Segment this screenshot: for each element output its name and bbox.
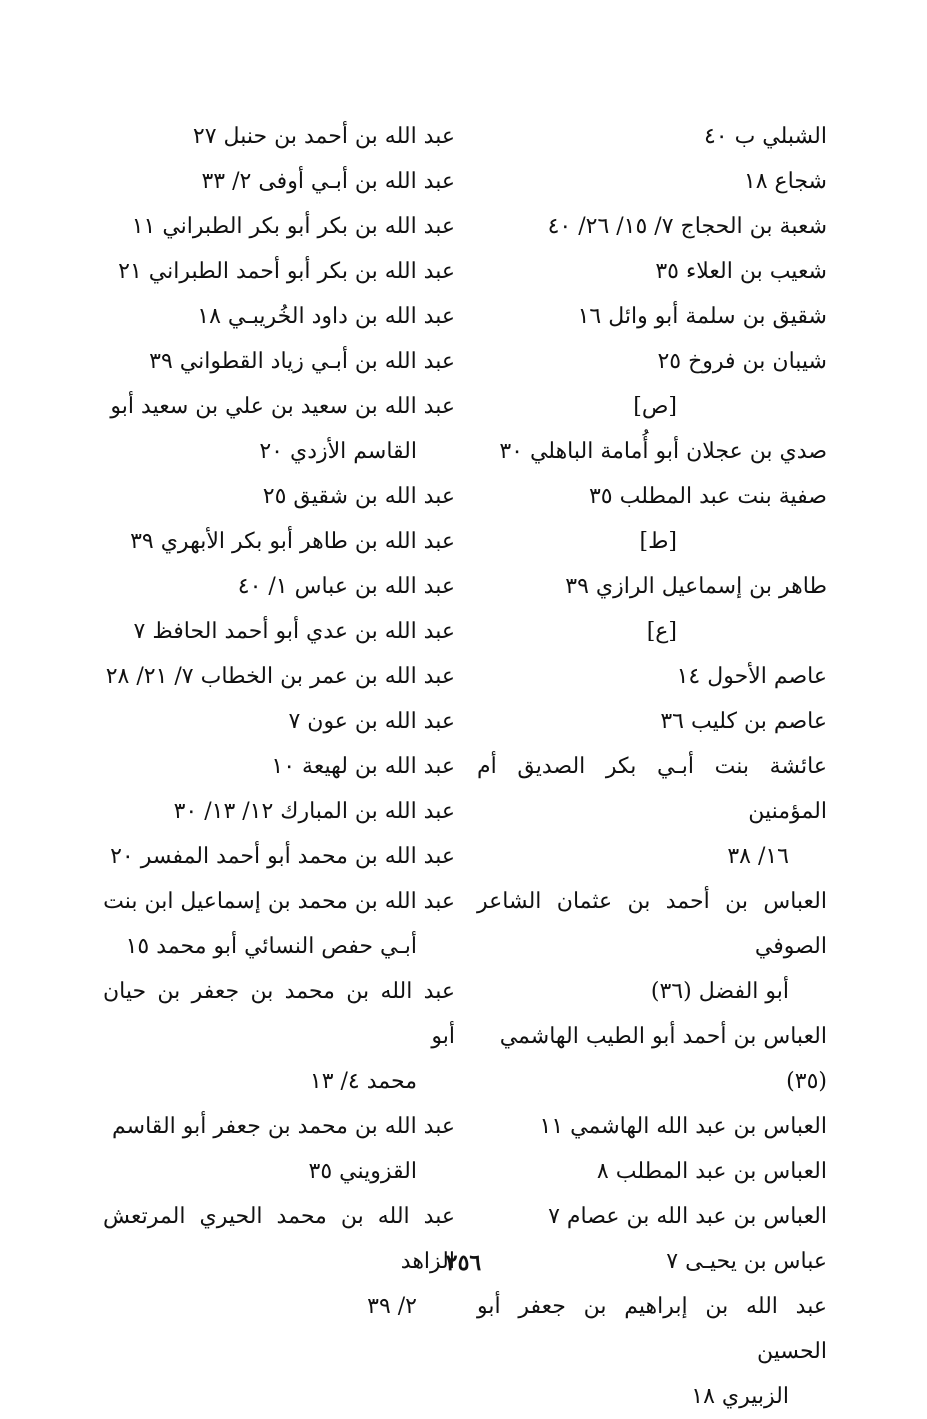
index-entry-text: العباس بن أحمد أبو الطيب الهاشمي (٣٥) xyxy=(499,1024,827,1094)
index-entry xyxy=(477,699,827,744)
index-entry-text: العباس بن عبد المطلب ٨ xyxy=(596,1159,827,1184)
index-entry-text: صدي بن عجلان أبو أُمامة الباهلي ٣٠ xyxy=(499,439,827,464)
index-entry-text: عبد الله بن شقيق ٢٥ xyxy=(262,484,455,509)
index-entry xyxy=(477,294,827,339)
index-entry-text: العباس بن عبد الله بن عصام ٧ xyxy=(548,1204,827,1229)
index-entry-continuation: القاسم الأزدي ٢٠ xyxy=(259,439,417,464)
index-entry xyxy=(477,654,827,699)
index-entry xyxy=(103,339,455,384)
index-entry-text: عبد الله بن محمد بن جعفر أبو القاسم xyxy=(112,1114,455,1139)
index-entry xyxy=(477,249,827,294)
index-entry xyxy=(103,384,455,474)
index-entry-text: عبد الله بن عون ٧ xyxy=(288,709,455,734)
section-letter-heading xyxy=(477,609,827,654)
index-entry xyxy=(477,1104,827,1149)
index-entry xyxy=(477,114,827,159)
index-column-left xyxy=(103,114,455,1329)
index-entry xyxy=(477,879,827,1014)
index-entry-text: عباس بن يحيـى ٧ xyxy=(666,1249,827,1274)
index-entry-text: عبد الله بن عدي أبو أحمد الحافظ ٧ xyxy=(133,619,455,644)
index-column-right xyxy=(477,114,827,1419)
index-entry-text: عبد الله بن عباس ١/ ٤٠ xyxy=(237,574,455,599)
index-entry-text: عبد الله بن أبـي زياد القطواني ٣٩ xyxy=(149,349,455,374)
index-entry xyxy=(477,474,827,519)
index-entry xyxy=(477,1014,827,1104)
index-entry-continuation: محمد ٤/ ١٣ xyxy=(309,1069,417,1094)
index-entry-text: [ص] xyxy=(633,394,677,419)
index-entry-text: شقيق بن سلمة أبو وائل ١٦ xyxy=(577,304,827,329)
index-entry-text: عبد الله بن لهيعة ١٠ xyxy=(271,754,455,779)
index-entry xyxy=(103,744,455,789)
index-entry xyxy=(477,744,827,879)
index-entry xyxy=(103,789,455,834)
index-entry-text: عائشة بنت أبـي بكر الصديق أم المؤمنين xyxy=(477,754,827,824)
index-entry xyxy=(477,204,827,249)
index-entry xyxy=(477,1149,827,1194)
index-entry-text: عبد الله بن أبـي أوفى ٢/ ٣٣ xyxy=(201,169,455,194)
index-entry xyxy=(103,519,455,564)
index-entry xyxy=(103,294,455,339)
index-entry-text: شعبة بن الحجاج ٧/ ١٥/ ٢٦/ ٤٠ xyxy=(547,214,827,239)
index-entry-text: عبد الله بن محمد الحيري المرتعش الزاهد xyxy=(103,1204,455,1274)
index-entry xyxy=(103,159,455,204)
index-entry xyxy=(477,159,827,204)
index-entry xyxy=(103,114,455,159)
index-entry-text: عبد الله بن محمد بن جعفر بن حيان أبو xyxy=(103,979,455,1049)
index-entry-text: عبد الله بن طاهر أبو بكر الأبهري ٣٩ xyxy=(130,529,455,554)
index-entry xyxy=(103,969,455,1104)
index-entry-text: عاصم الأحول ١٤ xyxy=(676,664,827,689)
index-entry-text: الشبلي ب ٤٠ xyxy=(703,124,827,149)
index-entry-continuation: أبـي حفص النسائي أبو محمد ١٥ xyxy=(125,934,417,959)
index-entry-continuation: ١٦/ ٣٨ xyxy=(727,844,789,869)
index-entry xyxy=(103,564,455,609)
index-entry xyxy=(477,564,827,609)
index-entry xyxy=(103,654,455,699)
index-entry xyxy=(103,609,455,654)
index-entry-text: شجاع ١٨ xyxy=(743,169,827,194)
index-entry-text: [ع] xyxy=(646,619,677,644)
index-entry-text: عبد الله بن سعيد بن علي بن سعيد أبو xyxy=(110,394,455,419)
index-entry-text: عبد الله بن محمد أبو أحمد المفسر ٢٠ xyxy=(110,844,455,869)
index-entry xyxy=(103,879,455,969)
index-entry xyxy=(477,429,827,474)
index-entry-text: شعيب بن العلاء ٣٥ xyxy=(655,259,827,284)
index-entry-text: عبد الله بن المبارك ١٢/ ١٣/ ٣٠ xyxy=(173,799,455,824)
index-entry xyxy=(103,249,455,294)
index-entry-continuation: الزبيري ١٨ xyxy=(691,1384,789,1409)
section-letter-heading xyxy=(477,519,827,564)
index-entry-text: العباس بن عبد الله الهاشمي ١١ xyxy=(539,1114,827,1139)
index-entry xyxy=(103,474,455,519)
index-entry-text: عبد الله بن أحمد بن حنبل ٢٧ xyxy=(192,124,455,149)
index-entry-text: عبد الله بن بكر أبو بكر الطبراني ١١ xyxy=(131,214,455,239)
index-entry-text: عاصم بن كليب ٣٦ xyxy=(660,709,827,734)
index-entry-continuation: القزويني ٣٥ xyxy=(308,1159,417,1184)
index-entry-text: شيبان بن فروخ ٢٥ xyxy=(657,349,827,374)
index-entry-text: عبد الله بن بكر أبو أحمد الطبراني ٢١ xyxy=(118,259,455,284)
index-entry xyxy=(477,1194,827,1239)
index-entry xyxy=(103,204,455,249)
index-entry-continuation: أبو الفضل (٣٦) xyxy=(650,979,789,1004)
index-entry xyxy=(103,1104,455,1194)
index-entry xyxy=(103,834,455,879)
index-entry-text: العباس بن أحمد بن عثمان الشاعر الصوفي xyxy=(477,889,827,959)
index-entry-text: عبد الله بن داود الخُريبـي ١٨ xyxy=(197,304,455,329)
page-number: ٢٥٦ xyxy=(445,1250,482,1276)
index-entry-text: عبد الله بن إبراهيم بن جعفر أبو الحسين xyxy=(477,1294,827,1364)
index-entry-continuation: ٢/ ٣٩ xyxy=(367,1294,417,1319)
index-entry-text: عبد الله بن عمر بن الخطاب ٧/ ٢١/ ٢٨ xyxy=(105,664,455,689)
index-entry xyxy=(477,1284,827,1419)
index-entry-text: [ط] xyxy=(639,529,677,554)
index-entry-text: صفية بنت عبد المطلب ٣٥ xyxy=(588,484,827,509)
index-entry-text: طاهر بن إسماعيل الرازي ٣٩ xyxy=(565,574,827,599)
index-entry xyxy=(477,339,827,384)
index-entry xyxy=(103,699,455,744)
section-letter-heading xyxy=(477,384,827,429)
index-entry-text: عبد الله بن محمد بن إسماعيل ابن بنت xyxy=(103,889,455,914)
